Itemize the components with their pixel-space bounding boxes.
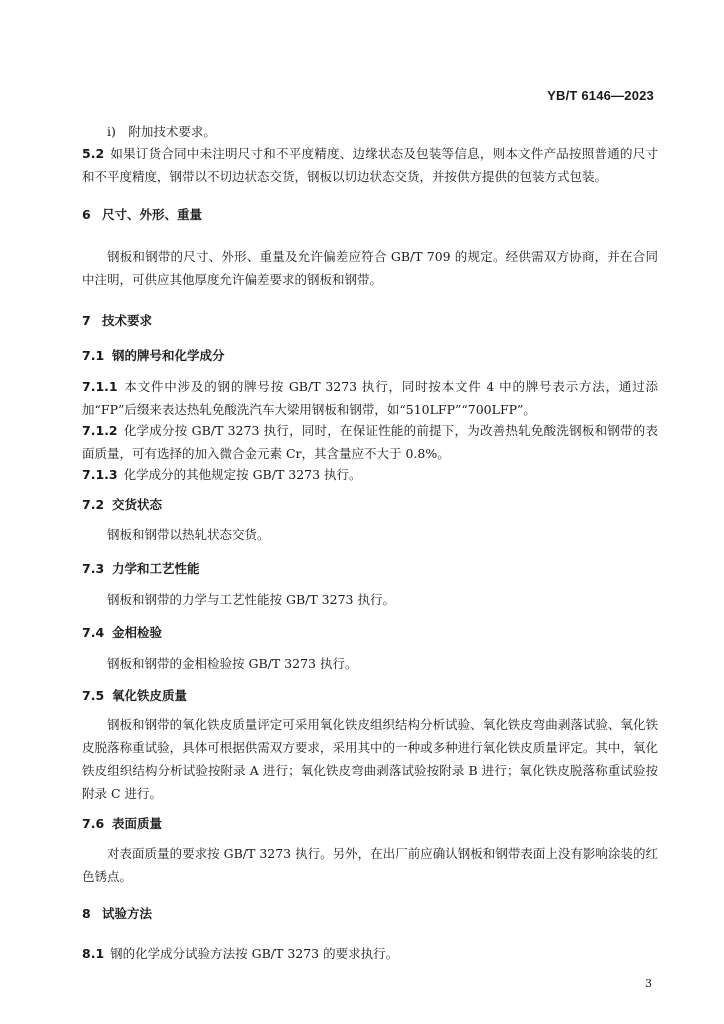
- section-7-6-number: 7.6: [82, 816, 105, 831]
- clause-5-2-text: 如果订货合同中未注明尺寸和不平度精度、边缘状态及包装等信息，则本文件产品按照普通的尺寸和不平度精度，钢带以不切边状态交货，钢板以切边状态交货，并按供方提供的包装方式包装。: [82, 146, 658, 184]
- section-7-2-title: 交货状态: [112, 497, 163, 512]
- clause-7-1-3-text: 化学成分的其他规定按 GB/T 3273 执行。: [123, 467, 362, 482]
- clause-7-1-2-text: 化学成分按 GB/T 3273 执行，同时，在保证性能的前提下，为改善热轧免酸洗钢板和钢带的表面质量，可有选择的加入微合金元素 Cr，其含量应不大于 0.8%。: [82, 423, 658, 461]
- section-8-number: 8: [82, 906, 91, 921]
- section-7-heading: [82, 311, 152, 331]
- section-6-title: 尺寸、外形、重量: [102, 207, 203, 222]
- section-7-2-text: 钢板和钢带以热轧状态交货。: [107, 527, 270, 542]
- clause-7-1-1-text: 本文件中涉及的钢的牌号按 GB/T 3273 执行，同时按本文件 4 中的牌号表示方法，通过添加“FP”后缀来表达热轧免酸洗汽车大梁用钢板和钢带，如“510LFP”“700LFP”。: [82, 379, 658, 417]
- section-7-3-number: 7.3: [82, 561, 105, 576]
- standard-id: YB/T 6146—2023: [547, 88, 654, 103]
- clause-5-2-number: 5.2: [82, 146, 105, 161]
- section-7-6-heading: [82, 814, 162, 834]
- section-7-4-text: 钢板和钢带的金相检验按 GB/T 3273 执行。: [107, 656, 358, 671]
- section-7-title: 技术要求: [102, 313, 153, 328]
- section-7-1-heading: [82, 346, 225, 366]
- section-7-3-text: 钢板和钢带的力学与工艺性能按 GB/T 3273 执行。: [107, 592, 395, 607]
- page-number: 3: [645, 977, 652, 990]
- section-6-text: 钢板和钢带的尺寸、外形、重量及允许偏差应符合 GB/T 709 的规定。经供需双方协商，并在合同中注明，可供应其他厚度允许偏差要求的钢板和钢带。: [82, 249, 658, 287]
- section-7-5-number: 7.5: [82, 688, 105, 703]
- section-8-heading: [82, 904, 152, 924]
- section-7-4-heading: [82, 623, 162, 643]
- section-7-5-text: 钢板和钢带的氧化铁皮质量评定可采用氧化铁皮组织结构分析试验、氧化铁皮弯曲剥落试验、氧化铁皮脱落称重试验，具体可根据供需双方要求，采用其中的一种或多种进行氧化铁皮质量评定。其中，氧化铁皮组织结构分析试验按附录 A 进行；氧化铁皮弯曲剥落试验按附录 B 进行；氧化铁皮脱落称重试验按附录 C 进行。: [82, 717, 658, 801]
- clause-8-1: [82, 942, 658, 965]
- clause-5-2: [82, 142, 658, 188]
- clause-7-1-1-number: 7.1.1: [82, 379, 118, 394]
- section-7-2-number: 7.2: [82, 497, 105, 512]
- list-item-i: [107, 120, 658, 143]
- clause-7-1-2: [82, 419, 658, 465]
- section-7-3-heading: [82, 559, 200, 579]
- section-6-heading: [82, 205, 202, 225]
- section-7-6-text: 对表面质量的要求按 GB/T 3273 执行。另外，在出厂前应确认钢板和钢带表面上没有影响涂装的红色锈点。: [82, 846, 658, 884]
- section-7-4-number: 7.4: [82, 625, 105, 640]
- section-7-3-title: 力学和工艺性能: [112, 561, 200, 576]
- clause-7-1-3-number: 7.1.3: [82, 467, 118, 482]
- clause-7-1-2-number: 7.1.2: [82, 423, 118, 438]
- section-7-4-title: 金相检验: [112, 625, 163, 640]
- section-6-number: 6: [82, 207, 91, 222]
- section-7-1-title: 钢的牌号和化学成分: [112, 348, 225, 363]
- section-7-number: 7: [82, 313, 91, 328]
- clause-8-1-number: 8.1: [82, 946, 105, 961]
- section-7-2-heading: [82, 495, 162, 515]
- section-8-title: 试验方法: [102, 906, 153, 921]
- section-7-5-heading: [82, 686, 187, 706]
- clause-7-1-1: [82, 375, 658, 421]
- section-7-5-title: 氧化铁皮质量: [112, 688, 188, 703]
- list-item-i-text: i) 附加技术要求。: [107, 124, 216, 139]
- clause-8-1-text: 钢的化学成分试验方法按 GB/T 3273 的要求执行。: [110, 946, 399, 961]
- clause-7-1-3: [82, 463, 658, 486]
- section-7-6-title: 表面质量: [112, 816, 163, 831]
- section-7-1-number: 7.1: [82, 348, 105, 363]
